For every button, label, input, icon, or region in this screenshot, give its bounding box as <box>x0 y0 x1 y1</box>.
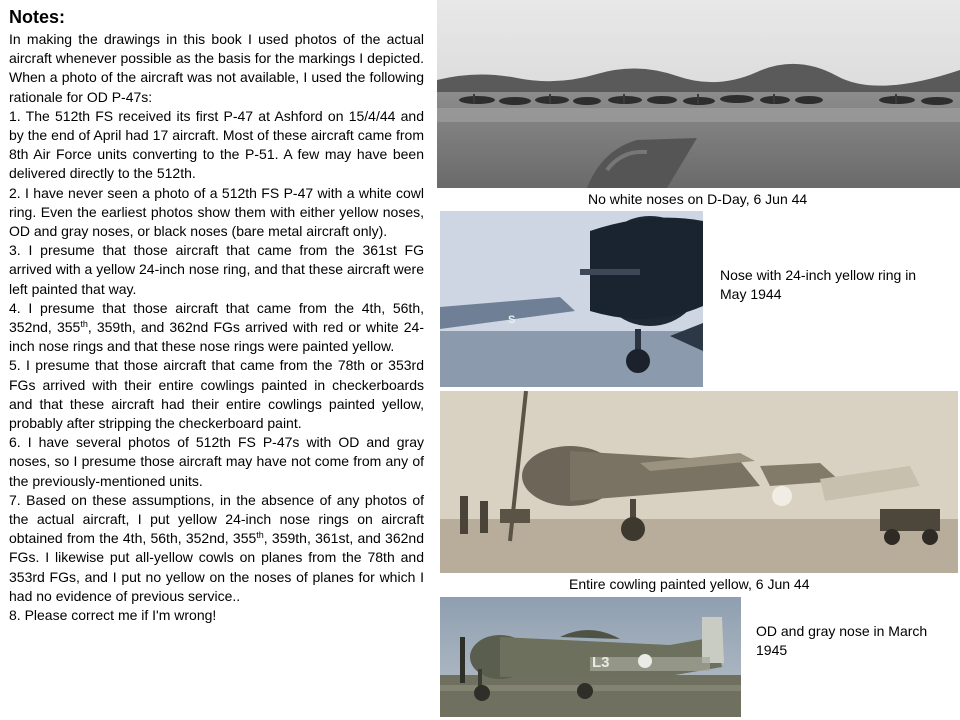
photo-od-gray-nose <box>440 597 741 717</box>
note-item-2: 2. I have never seen a photo of a 512th FS P-47 with a white cowl ring. Even the earliest photos show them with either yellow noses, OD and gray noses, or black noses (bare metal aircraft only). <box>9 184 424 240</box>
photo-yellow-ring <box>440 211 703 387</box>
note-item-7 <box>9 491 424 606</box>
note-item-8: 8. Please correct me if I'm wrong! <box>9 607 217 624</box>
note-item-4-superscript: th <box>80 319 88 330</box>
notes-title: Notes: <box>9 7 66 27</box>
notes-section <box>9 6 424 625</box>
note-item-1: 1. The 512th FS received its first P-47 at Ashford on 15/4/44 and by the end of April had 17 aircraft. Most of these aircraft came from 8th Air Force units converting to the P-51. A few may have been delivered directly to the 512th. <box>9 107 424 182</box>
note-item-3: 3. I presume that those aircraft that came from the 361st FG arrived with a yellow 24-inch nose ring, and that these aircraft were left painted that way. <box>9 242 424 297</box>
fuselage-code-text: L3 <box>592 654 610 671</box>
note-item-6: 6. I have several photos of 512th FS P-47s with OD and gray noses, so I presume those aircraft may have not come from any of the previously-mentioned units. <box>9 434 424 489</box>
note-item-7-text: 7. Based on these assumptions, in the absence of any photos of the actual aircraft, I put yellow 24-inch nose rings on aircraft obtained from the 4th, 56th, 352nd, 355 <box>9 491 424 547</box>
photo-dday-airfield <box>437 0 960 188</box>
note-item-4-text: 4. I presume that those aircraft that came from the 4th, 56th, 352nd, 355 <box>9 299 424 336</box>
caption-od-gray-nose: OD and gray nose in March 1945 <box>756 623 928 658</box>
note-item-7-superscript: th <box>256 530 264 541</box>
caption-dday: No white noses on D-Day, 6 Jun 44 <box>588 191 808 207</box>
caption-yellow-ring: Nose with 24-inch yellow ring in May 1944 <box>720 267 917 302</box>
note-item-4 <box>9 299 424 357</box>
note-item-7-text-cont: , 359th, 361st, and 362nd FGs. I likewise put all-yellow cowls on planes from the 78th and 353rd FGs, and I put no yellow on the noses of planes for which I had no evidence of previous service.. <box>9 530 424 604</box>
photo-yellow-cowling <box>440 391 958 573</box>
note-item-5: 5. I presume that those aircraft that came from the 78th or 353rd FGs arrived with their entire cowlings painted in checkerboards and that these aircraft had their entire cowlings painted yellow, probably after stripping the checkerboard paint. <box>9 357 424 432</box>
notes-intro: In making the drawings in this book I used photos of the actual aircraft whenever possible as the basis for the markings I depicted. When a photo of the aircraft was not available, I used the following rationale for OD P-47s: <box>9 31 424 105</box>
note-item-4-text-cont: , 359th, and 362nd FGs arrived with red or white 24-inch nose rings and that these nose rings were painted yellow. <box>9 319 424 355</box>
svg-text:S: S <box>508 314 516 326</box>
caption-yellow-cowling: Entire cowling painted yellow, 6 Jun 44 <box>569 576 810 592</box>
